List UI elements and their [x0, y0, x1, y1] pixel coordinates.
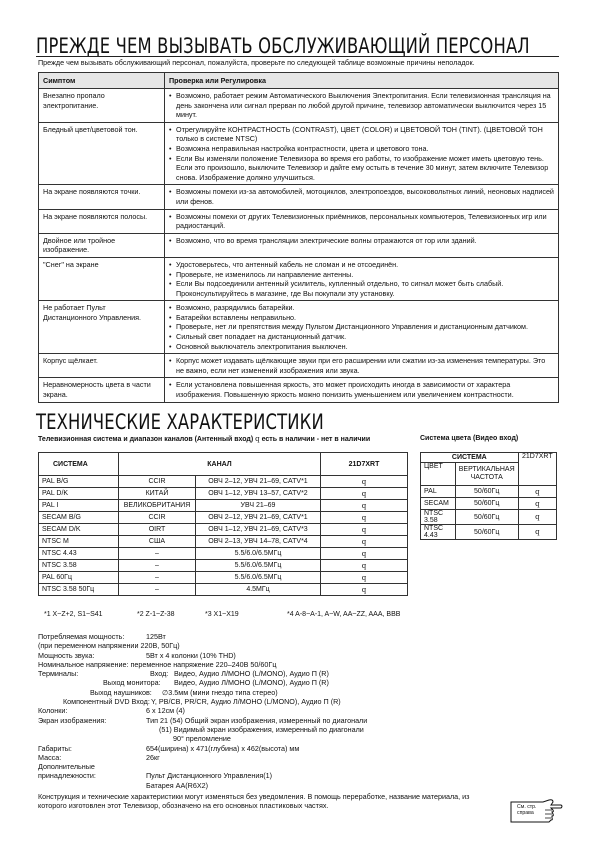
system-cell: NTSC 3.58: [39, 560, 119, 572]
check-cell: [165, 378, 559, 402]
check-list: [169, 380, 554, 399]
standard-cell: OIRT: [119, 524, 196, 536]
check-item: • Отрегулируйте КОНТРАСТНОСТЬ (CONTRAST), ЦВЕТ (COLOR) и ЦВЕТОВОЙ ТОН (TINT). (ЦВЕТОВОЙ ТОН только в системе NTSC): [169, 125, 554, 144]
standard-cell: CCIR: [119, 476, 196, 488]
dims-label: Габариты:: [38, 743, 72, 753]
table-row: [39, 572, 408, 584]
symptom-header: Симптом: [39, 73, 165, 89]
power-value: 125Вт: [146, 632, 166, 641]
table-row: [421, 498, 557, 510]
channel-cell: ОВЧ 2–12, УВЧ 21–69, CATV*1: [196, 476, 321, 488]
check-item: • Основной выключатель электропитания выключен.: [169, 342, 554, 352]
channel-header: КАНАЛ: [119, 453, 321, 476]
table-row: [39, 476, 408, 488]
component-label: Компонентный DVD Вход:: [63, 697, 150, 707]
table-row: [39, 122, 559, 185]
troubleshooting-table: [38, 72, 559, 403]
standard-cell: –: [119, 584, 196, 596]
table-row: [39, 185, 559, 209]
check-list: [169, 212, 554, 231]
caption-legend: есть в наличии - нет в наличии: [261, 436, 371, 443]
catv-note-2: *2 Z-1~Z-38: [137, 611, 175, 618]
availability-cell: q: [321, 488, 408, 500]
check-cell: [165, 89, 559, 123]
component-value: Y, PB/CB, PR/CR, Аудио Л/МОНО (L/MONO), Аудио П (R): [151, 697, 341, 707]
color-model-header: 21D7XRT: [518, 453, 556, 486]
system-cell: SECAM D/K: [39, 524, 119, 536]
table-row: [39, 524, 408, 536]
system-cell: PAL B/G: [39, 476, 119, 488]
screen-label: Экран изображения:: [38, 715, 107, 725]
table-row: [39, 512, 408, 524]
mass-label: Масса:: [38, 752, 62, 762]
catv-note-1: *1 X~Z+2, S1~S41: [44, 611, 103, 618]
color-table-caption: Система цвета (Видео вход): [420, 435, 519, 442]
system-table-caption: [38, 435, 370, 443]
color-system-cell: PAL: [421, 486, 456, 498]
check-list: [169, 236, 554, 246]
system-cell: PAL D/K: [39, 488, 119, 500]
standard-cell: США: [119, 536, 196, 548]
tv-system-table: [38, 452, 408, 596]
color-system-cell: NTSC 4.43: [421, 525, 456, 540]
check-header: Проверка или Регулировка: [165, 73, 559, 89]
table-row: [39, 301, 559, 354]
footer-note: Конструкция и технические характеристики могут изменяться без уведомления. В помощь переработке, название материала, из которого изготовлен этот Телевизор, обозначено на его основных пластиковых частях.: [38, 792, 470, 811]
channel-cell: 5.5/6.0/6.5МГц: [196, 572, 321, 584]
see-page-note: [517, 804, 537, 816]
system-cell: NTSC 3.58 50Гц: [39, 584, 119, 596]
color-system-header: СИСТЕМА: [421, 453, 519, 463]
channel-cell: ОВЧ 2–12, УВЧ 21–69, CATV*1: [196, 512, 321, 524]
screen-value: Тип 21 (54) Общий экран изображения, измеренный по диагонали: [146, 715, 368, 725]
table-row: [39, 89, 559, 123]
table-row: [39, 500, 408, 512]
availability-cell: q: [321, 572, 408, 584]
freq-col-header: ВЕРТИКАЛЬНАЯ ЧАСТОТА: [455, 463, 518, 486]
channel-cell: ОВЧ 2–13, УВЧ 14–78, CATV*4: [196, 536, 321, 548]
table-header-row: [39, 453, 408, 476]
availability-cell: q: [321, 524, 408, 536]
table-row: [39, 378, 559, 402]
caption-text: Телевизионная система и диапазон каналов (Антенный вход): [38, 436, 254, 443]
channel-cell: 4.5МГц: [196, 584, 321, 596]
table-row: [421, 510, 557, 525]
speakers-value: 6 x 12см (4): [146, 706, 185, 716]
check-item: • Возможно, работает режим Автоматического Выключения Электропитания. Если телевизионная трансляция на день закончена или сигнал прерван по любой другой причине, телевизор автоматически выключится через 15 минут.: [169, 91, 554, 120]
symptom-cell: На экране появляются полосы.: [39, 209, 165, 233]
speakers-label: Колонки:: [38, 706, 68, 716]
check-cell: [165, 301, 559, 354]
check-item: • Батарейки вставлены неправильно.: [169, 313, 554, 323]
check-cell: [165, 233, 559, 257]
availability-cell: q: [321, 560, 408, 572]
catv-note-3: *3 X1~X19: [205, 611, 239, 618]
check-item: • Проверьте, не изменилось ли направление антенны.: [169, 270, 554, 280]
sound-value: 5Вт x 4 колонки (10% THD): [146, 650, 236, 660]
check-cell: [165, 354, 559, 378]
check-item: • Возможно, что во время трансляции электрические волны отражаются от гор или зданий.: [169, 236, 554, 246]
symptom-cell: Внезапно пропало электропитание.: [39, 89, 165, 123]
table-row: [39, 488, 408, 500]
color-system-table: [420, 452, 557, 540]
availability-cell: q: [518, 486, 556, 498]
symptom-cell: Не работает Пульт Дистанционного Управления.: [39, 301, 165, 354]
color-system-cell: SECAM: [421, 498, 456, 510]
input-label: Вход:: [150, 669, 169, 679]
availability-cell: q: [321, 548, 408, 560]
table-header-row: [421, 453, 557, 463]
table-row: [421, 525, 557, 540]
system-cell: NTSC M: [39, 536, 119, 548]
accessory-remote: Пульт Дистанционного Управления(1): [146, 771, 273, 781]
channel-cell: 5.5/6.0/6.5МГц: [196, 560, 321, 572]
screen-visible: (51) Видимый экран изображения, измеренный по диагонали: [159, 724, 364, 734]
troubleshooting-title: ПРЕЖДЕ ЧЕМ ВЫЗЫВАТЬ ОБСЛУЖИВАЮЩИЙ ПЕРСОНАЛ: [36, 34, 530, 58]
check-item: • Если Вы подсоединили антенный усилитель, купленный отдельно, то сигнал может быть слабый. Проконсультируйтесь в магазине, где Вы покупали эту установку.: [169, 279, 554, 298]
input-value: Видео, Аудио Л/МОНО (L/MONO), Аудио П (R): [174, 669, 329, 679]
system-cell: PAL 60Гц: [39, 572, 119, 584]
check-cell: [165, 209, 559, 233]
table-row: [39, 257, 559, 300]
check-list: [169, 260, 554, 298]
table-row: [39, 209, 559, 233]
availability-cell: q: [321, 584, 408, 596]
channel-cell: ОВЧ 1–12, УВЧ 13–57, CATV*2: [196, 488, 321, 500]
frequency-cell: 50/60Гц: [455, 498, 518, 510]
check-cell: [165, 122, 559, 185]
availability-cell: q: [321, 476, 408, 488]
check-item: • Возможна неправильная настройка контрастности, цвета и цветового тона.: [169, 144, 554, 154]
table-row: [39, 584, 408, 596]
availability-cell: q: [518, 525, 556, 540]
check-item: • Проверьте, нет ли препятствия между Пультом Дистанционного Управления и дистанционным датчиком.: [169, 322, 554, 332]
table-header-row: [39, 73, 559, 89]
system-cell: PAL I: [39, 500, 119, 512]
see-page-line-1: См. стр.: [517, 804, 537, 810]
availability-cell: q: [321, 512, 408, 524]
dims-value: 654(ширина) x 471(глубина) x 462(высота) мм: [146, 743, 300, 753]
headphones-label: Выход наушников:: [90, 687, 152, 697]
check-item: • Если установлена повышенная яркость, это может происходить иногда в зависимости от характера изображения. Повышенную яркость можно понизить уменьшением или увеличением контрастности.: [169, 380, 554, 399]
spec-list: [38, 632, 558, 811]
table-row: [39, 548, 408, 560]
accessories-label-1: Дополнительные: [38, 762, 95, 772]
symptom-cell: Бледный цвет/цветовой тон.: [39, 122, 165, 185]
power-note: (при переменном напряжении 220В, 50Гц): [38, 641, 180, 651]
symptom-cell: Корпус щёлкает.: [39, 354, 165, 378]
availability-cell: q: [321, 500, 408, 512]
sound-label: Мощность звука:: [38, 650, 95, 660]
channel-cell: 5.5/6.0/6.5МГц: [196, 548, 321, 560]
terminals-label: Терминалы:: [38, 669, 79, 679]
standard-cell: –: [119, 548, 196, 560]
symptom-cell: Неравномерность цвета в части экрана.: [39, 378, 165, 402]
table-row: [39, 233, 559, 257]
standard-cell: CCIR: [119, 512, 196, 524]
standard-cell: ВЕЛИКОБРИТАНИЯ: [119, 500, 196, 512]
frequency-cell: 50/60Гц: [455, 510, 518, 525]
check-item: • Корпус может издавать щёлкающие звуки при его расширении или сжатии из-за изменения температуры. Это не важно, если нет изменений изображения или звука.: [169, 356, 554, 375]
standard-cell: –: [119, 572, 196, 584]
frequency-cell: 50/60Гц: [455, 525, 518, 540]
catv-note-4: *4 A-8~A-1, A~W, AA~ZZ, AAA, BBB: [287, 611, 401, 618]
availability-cell: q: [518, 498, 556, 510]
check-cell: [165, 257, 559, 300]
symptom-cell: "Снег" на экране: [39, 257, 165, 300]
system-cell: SECAM B/G: [39, 512, 119, 524]
check-cell: [165, 185, 559, 209]
system-header: СИСТЕМА: [39, 453, 119, 476]
color-system-cell: NTSC 3.58: [421, 510, 456, 525]
check-item: • Сильный свет попадает на дистанционный датчик.: [169, 332, 554, 342]
check-item: • Удостоверьтесь, что антенный кабель не сломан и не отсоединён.: [169, 260, 554, 270]
table-row: [39, 354, 559, 378]
check-item: • Возможны помехи из-за автомобилей, мотоциклов, электропоездов, высоковольтных линий, неоновых надписей или фенов.: [169, 187, 554, 206]
table-row: [421, 486, 557, 498]
check-item: • Возможно, разрядились батарейки.: [169, 303, 554, 313]
check-list: [169, 187, 554, 206]
headphones-value: ∅3.5мм (мини гнездо типа стерео): [162, 687, 278, 697]
accessories-label-2: принадлежности:: [38, 771, 96, 781]
standard-cell: КИТАЙ: [119, 488, 196, 500]
model-header: 21D7XRT: [321, 453, 408, 476]
check-list: [169, 303, 554, 351]
monitor-out-label: Выход монитора:: [103, 678, 161, 688]
check-item: • Возможны помехи от других Телевизионных приёмников, персональных компьютеров, Телевизионных игр или радиостанций.: [169, 212, 554, 231]
troubleshooting-intro: Прежде чем вызывать обслуживающий персонал, пожалуйста, проверьте по следующей таблице возможные причины неполадок.: [38, 58, 475, 67]
voltage-line: Номинальное напряжение: переменное напряжение 220–240В 50/60Гц: [38, 659, 277, 669]
check-list: [169, 125, 554, 183]
accessory-battery: Батарея AA(R6X2): [146, 780, 209, 790]
symptom-cell: На экране появляются точки.: [39, 185, 165, 209]
channel-cell: ОВЧ 1–12, УВЧ 21–69, CATV*3: [196, 524, 321, 536]
power-label: Потребляемая мощность:: [38, 632, 125, 641]
standard-cell: –: [119, 560, 196, 572]
title-rule: [36, 56, 559, 57]
symptom-cell: Двойное или тройное изображение.: [39, 233, 165, 257]
system-cell: NTSC 4.43: [39, 548, 119, 560]
check-list: [169, 356, 554, 375]
caption-q: q: [255, 435, 260, 443]
color-col-header: ЦВЕТ: [421, 463, 456, 486]
specs-title: ТЕХНИЧЕСКИЕ ХАРАКТЕРИСТИКИ: [36, 410, 324, 434]
frequency-cell: 50/60Гц: [455, 486, 518, 498]
see-page-line-2: справа: [517, 810, 534, 817]
availability-cell: q: [518, 510, 556, 525]
screen-deflection: 90° преломление: [173, 734, 231, 744]
table-row: [39, 536, 408, 548]
channel-cell: УВЧ 21–69: [196, 500, 321, 512]
check-list: [169, 91, 554, 120]
monitor-out-value: Видео, Аудио Л/МОНО (L/MONO), Аудио П (R): [174, 678, 329, 688]
mass-value: 26кг: [146, 752, 160, 762]
check-item: • Если Вы изменяли положение Телевизора во время его работы, то изображение может иметь цветовую тень. Если это произошло, выключите Телевизор и дайте ему остыть в течение 30 минут, затем включите Телевизор снова. Изображение должно улучшиться.: [169, 154, 554, 183]
availability-cell: q: [321, 536, 408, 548]
table-row: [39, 560, 408, 572]
